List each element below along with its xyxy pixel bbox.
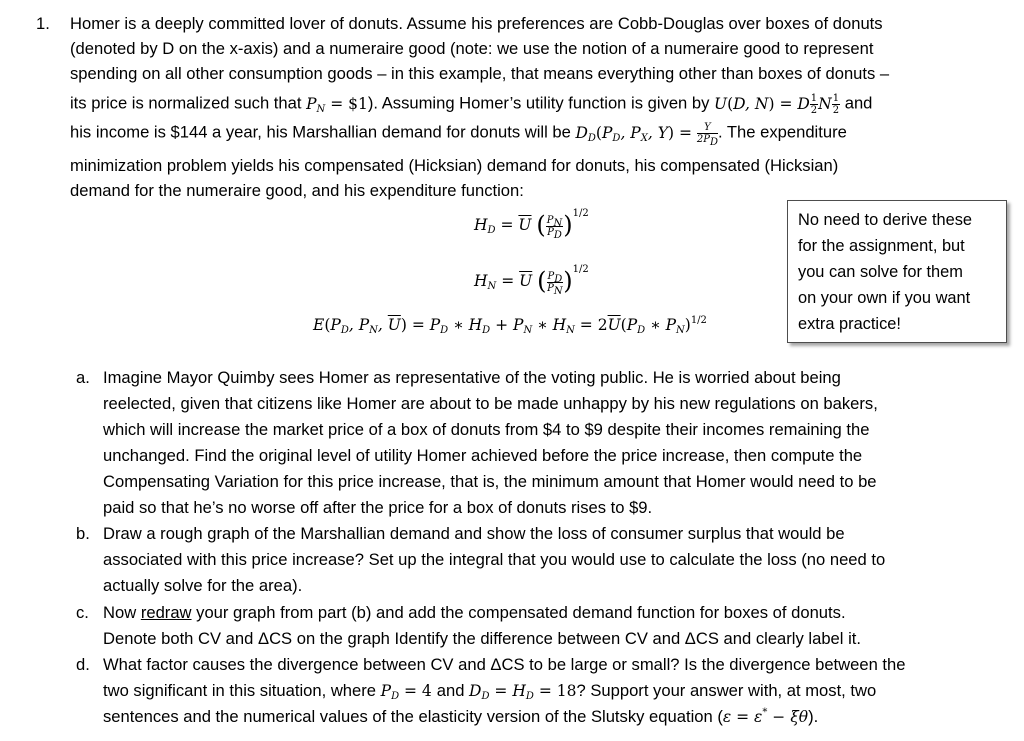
part-a-line-1: Imagine Mayor Quimby sees Homer as representative of the voting public. He is worried about being [103,368,841,387]
part-b-line-2: associated with this price increase? Set up the integral that you would use to calculate the loss (no need to [103,550,886,569]
intro-line-3: spending on all other consumption goods – in this example, that means everything other than boxes of donuts – [70,64,890,83]
part-a-line-4: unchanged. Find the original level of utility Homer achieved before the price increase, then compute the [103,446,863,465]
note-line-3: you can solve for them [798,263,963,281]
expenditure-function: $E(P_D$, $P_N$, $\overline{U}) = P_D$ ∗ $H_D + P_N$ ∗ $H_N = 2\overline{U}(P_D$ ∗ $P_N)^{1/2}$ [313,315,707,336]
line5-text-b: . The expenditure [717,122,847,142]
line5-text-a: his income is $144 a year, his Marshallian demand for donuts will be [70,122,576,142]
line4-text-a: its price is normalized such that [70,93,307,113]
part-d-label: d. [76,655,90,674]
line4-text-b: ). Assuming Homer’s utility function is given by [367,93,715,113]
part-c-label: c. [76,603,89,622]
note-line-2: for the assignment, but [798,237,965,255]
question-number: 1. [36,14,50,33]
pn-equation: $P_N$ = $1 [306,94,368,115]
part-a-line-2: reelected, given that citizens like Homer are about to be made unhappy by his new regulations on bakers, [103,394,878,413]
part-a-line-6: paid so that he’s no worse off after the price for a box of donuts rises to $9. [103,498,653,517]
part-a-line-3: which will increase the market price of a box of donuts from $4 to $9 despite their incomes remaining the [103,420,870,439]
part-b-line-3: actually solve for the area). [103,576,303,595]
part-d-text-a: two significant in this situation, where [103,681,381,700]
part-a-line-5: Compensating Variation for this price increase, that is, the minimum amount that Homer would need to be [103,472,877,491]
part-c-line-2: Denote both CV and ΔCS on the graph Identify the difference between CV and ΔCS and clearly label it. [103,629,861,648]
intro-line-1: Homer is a deeply committed lover of donuts. Assume his preferences are Cobb-Douglas over boxes of donuts [70,14,883,33]
part-d-line-2: two significant in this situation, where $P_D = 4$ and $D_D = H_D = 18$? Support your answer with, at most, two [103,681,877,702]
part-d-line-1: What factor causes the divergence between CV and ΔCS to be large or small? Is the divergence between the [103,655,906,674]
line4-text-c: and [840,93,873,113]
part-c-underlined: redraw [140,603,192,622]
part-d-condition: $P_D = 4$ [380,682,437,702]
part-d-condition-2: $D_D = H_D = 18$ [469,682,577,702]
part-d-line-3 [103,707,818,727]
intro-line-2: (denoted by D on the x-axis) and a numeraire good (note: we use the notion of a numeraire good to represent [70,39,874,58]
note-line-5: extra practice! [798,315,901,333]
intro-line-4 [70,93,872,116]
part-c-line-1 [103,603,846,623]
utility-function: U(D, N) = D $\frac{1}{2}$ N $\frac{1}{2}$ [714,93,840,116]
intro-line-6: minimization problem yields his compensated (Hicksian) demand for donuts, his compensated (Hicksian) [70,156,839,175]
part-d-text-c: sentences and the numerical values of the elasticity version of the Slutsky equation ( [103,707,723,726]
hicksian-donuts-equation: $H_D = \overline{U}$ ( $\frac{P_N}{P_D}$ )$^{1/2}$ [474,208,589,241]
part-a-label: a. [76,368,90,387]
part-d-text-d: ). [808,707,819,726]
part-d-text-b: ? Support your answer with, at most, two [576,681,877,700]
note-box [787,200,1007,343]
note-line-1: No need to derive these [798,211,973,229]
slutsky-equation: ε = ε* − ξθ [722,707,809,726]
intro-line-7: demand for the numeraire good, and his expenditure function: [70,181,524,200]
note-line-4: on your own if you want [798,289,971,307]
part-c-text-b: your graph from part (b) and add the compensated demand function for boxes of donuts. [191,603,846,622]
marshallian-demand: $D_D(P_D$, $P_X$, Y) = $\frac{Y}{2P_D}$ [575,122,718,148]
intro-line-5 [70,122,847,148]
hicksian-numeraire-equation: $H_N = \overline{U}$ ( $\frac{P_D}{P_N}$ )$^{1/2}$ [474,264,589,297]
part-b-line-1: Draw a rough graph of the Marshallian demand and show the loss of consumer surplus that would be [103,524,845,543]
part-c-text-a: Now [103,603,141,622]
part-b-label: b. [76,524,90,543]
